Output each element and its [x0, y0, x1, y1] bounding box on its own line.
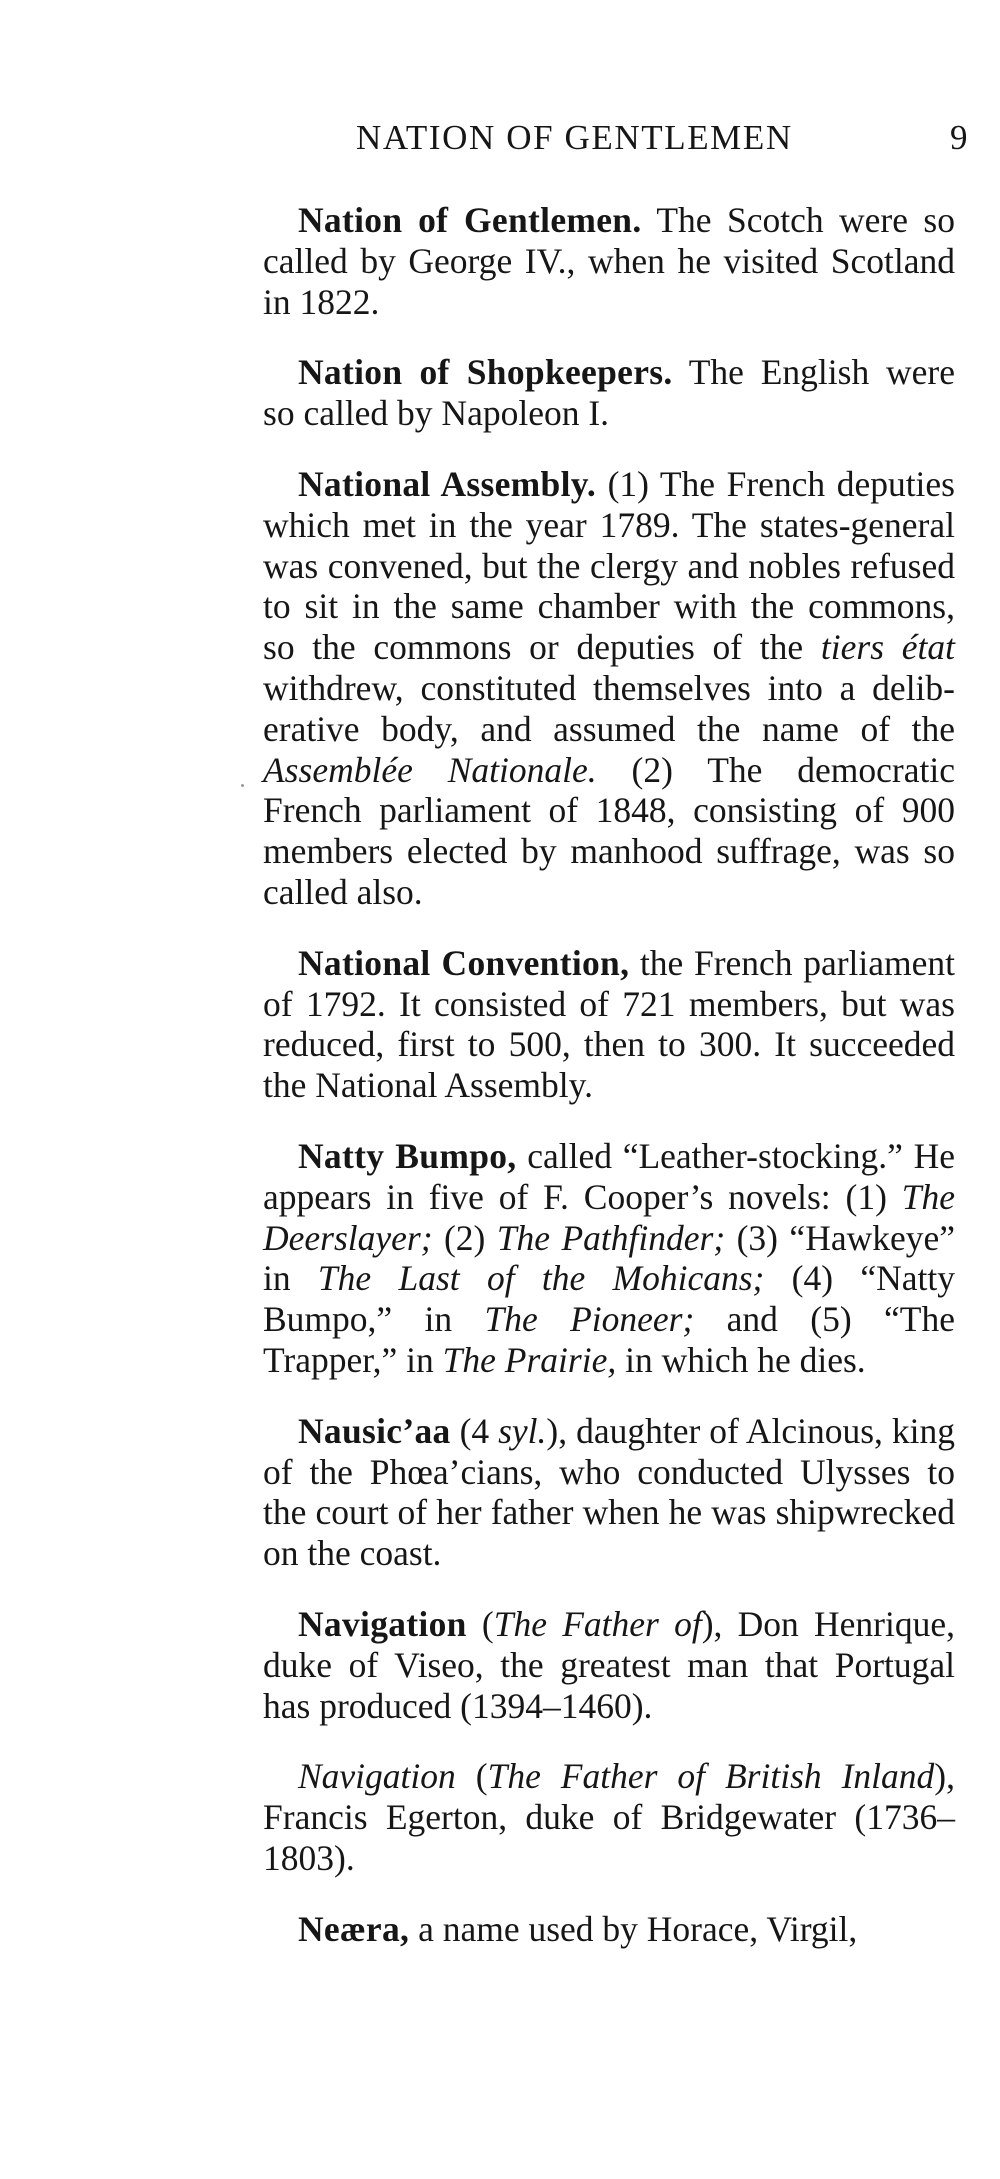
entry-text: The Scotch were so called by George IV., when he visited Scotland in 1822. [263, 200, 955, 322]
entry-text: a name used by Horace, Virgil, [409, 1908, 858, 1949]
running-head: NATION OF GENTLEMEN [356, 118, 793, 157]
entries-column [263, 200, 955, 1979]
entry-text: called “Leather-stocking.” He appears in five of F. Cooper’s novels: (1) [263, 1135, 956, 1217]
entry-text: (2) The democratic French parliament of 1848, consisting of 900 members elected by manhood suffrage, was so called also. [263, 749, 955, 912]
entry-headword: National Assembly. [298, 463, 597, 504]
page-header [0, 118, 1000, 168]
entry-italic-term: syl. [498, 1410, 547, 1451]
entry-text: ( [466, 1603, 494, 1644]
entry-navigation-egerton [263, 1756, 955, 1878]
entry-nation-of-gentlemen [263, 200, 955, 322]
entry-italic-headword: Navigation [298, 1756, 456, 1797]
entry-headword: Nation of Gentlemen. [298, 200, 642, 240]
entry-headword: Neæra, [298, 1908, 410, 1949]
entry-text: the French parliament of 1792. It consisted of 721 members, but was reduced, first to 500, then to 300. It succeeded the National Assembly. [263, 942, 955, 1106]
entry-headword: National Convention, [298, 942, 630, 983]
entry-text: withdrew, constituted themselves into a deliberative body, and assumed the name of the [263, 667, 955, 749]
entry-italic-term: The Father of British Inland [487, 1756, 935, 1797]
entry-italic-title: The Pathfinder; [496, 1217, 726, 1258]
entry-italic-title: The Last of the Mohicans; [317, 1258, 765, 1299]
entry-headword: Nausic’aa [298, 1410, 451, 1451]
entry-text: ( [455, 1756, 488, 1797]
entry-italic-term: The Father of [493, 1603, 702, 1644]
margin-speck [241, 784, 244, 787]
entry-navigation-henrique [263, 1604, 955, 1726]
entry-text: (4) “Natty Bumpo,” in [263, 1258, 955, 1340]
entry-natty-bumpo [263, 1136, 955, 1381]
entry-national-assembly [263, 464, 955, 913]
entry-headword: Nation of Shopkeepers. [298, 352, 673, 393]
entry-text: (2) [432, 1217, 497, 1258]
entry-nation-of-shopkeepers [263, 352, 955, 434]
entry-italic-term: tiers état [820, 627, 955, 668]
entry-text: (4 [450, 1410, 499, 1451]
entry-text: (1) The French deputies which met in the year 1789. The states-general was convened, but the clergy and nobles refused to sit in the same chamber with the commons, so the commons or deputies of the [263, 463, 955, 668]
entry-italic-term: Assemblée Nationale. [263, 749, 597, 790]
entry-text: and (5) “The Trapper,” in [263, 1299, 955, 1380]
entry-text: ), Don Henrique, duke of Viseo, the greatest man that Portugal has produced (1394–1460). [263, 1603, 955, 1726]
entry-headword: Navigation [298, 1603, 467, 1644]
entry-headword: Natty Bumpo, [298, 1135, 517, 1176]
entry-italic-title: The Prairie, [442, 1339, 617, 1380]
page-number: 9 [950, 118, 968, 157]
entry-nausicaa [263, 1411, 955, 1574]
entry-text: (3) “Hawkeye” in [263, 1217, 955, 1299]
entry-text: The English were so called by Napoleon I. [263, 352, 956, 434]
entry-neaera [263, 1909, 955, 1950]
entry-national-convention [263, 943, 955, 1106]
entry-text: in which he dies. [616, 1339, 866, 1380]
entry-italic-title: The Deerslayer; [263, 1176, 955, 1258]
entry-text: ), Francis Egerton, duke of Bridgewater (1736–1803). [263, 1756, 955, 1878]
entry-italic-title: The Pioneer; [484, 1299, 695, 1340]
entry-text: ), daughter of Alcinous, king of the Phœa’cians, who conducted Ulysses to the court of her father when he was shipwrecked on the coast. [263, 1410, 955, 1574]
